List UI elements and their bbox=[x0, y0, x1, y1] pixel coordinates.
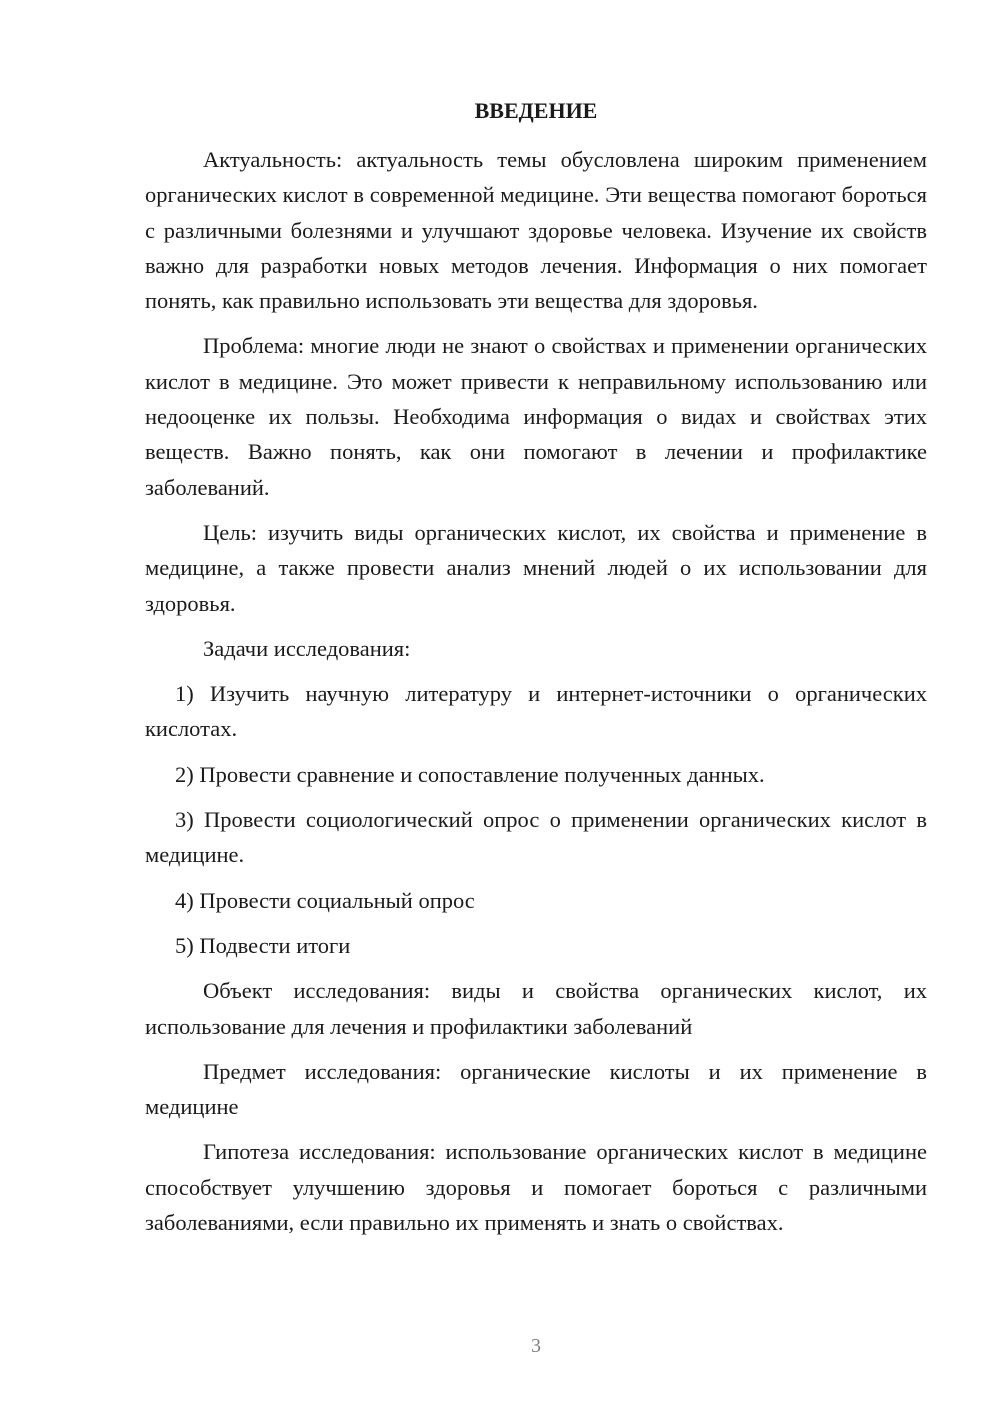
task-item-2: 2) Провести сравнение и сопоставление полученных данных. bbox=[175, 761, 765, 787]
task-item-4: 4) Провести социальный опрос bbox=[175, 887, 475, 913]
paragraph-hypothesis: Гипотеза исследования: использование органических кислот в медицине способствует улучшению здоровья и помогает бороться с различными заболеваниями, если правильно их применять и знать о свойствах. bbox=[145, 1139, 927, 1236]
document-body bbox=[145, 142, 927, 1250]
task-item-1: 1) Изучить научную литературу и интернет-источники о органических кислотах. bbox=[145, 681, 927, 742]
paragraph-relevance: Актуальность: актуальность темы обусловлена широким применением органических кислот в современной медицине. Эти вещества помогают бороться с различными болезнями и улучшают здоровье человека. Изучение их свойств важно для разработки новых методов лечения. Информация о них помогает понять, как правильно использовать эти вещества для здоровья. bbox=[145, 147, 927, 314]
paragraph-subject: Предмет исследования: органические кислоты и их применение в медицине bbox=[145, 1058, 927, 1120]
page-number: 3 bbox=[531, 1335, 541, 1357]
task-item-5: 5) Подвести итоги bbox=[175, 932, 351, 958]
paragraph-goal: Цель: изучить виды органических кислот, их свойства и применение в медицине, а также провести анализ мнений людей о их использовании для здоровья. bbox=[145, 519, 927, 616]
section-heading: ВВЕДЕНИЕ bbox=[474, 98, 598, 123]
paragraph-tasks-intro: Задачи исследования: bbox=[203, 635, 411, 661]
task-item-3: 3) Провести социологический опрос о применении органических кислот в медицине. bbox=[145, 807, 927, 868]
paragraph-object: Объект исследования: виды и свойства органических кислот, их использование для лечения и профилактики заболеваний bbox=[145, 978, 927, 1039]
paragraph-problem: Проблема: многие люди не знают о свойствах и применении органических кислот в медицине. Это может привести к неправильному использованию или недооценке их пользы. Необходима информация о видах и свойствах этих веществ. Важно понять, как они помогают в лечении и профилактике заболеваний. bbox=[145, 333, 927, 500]
